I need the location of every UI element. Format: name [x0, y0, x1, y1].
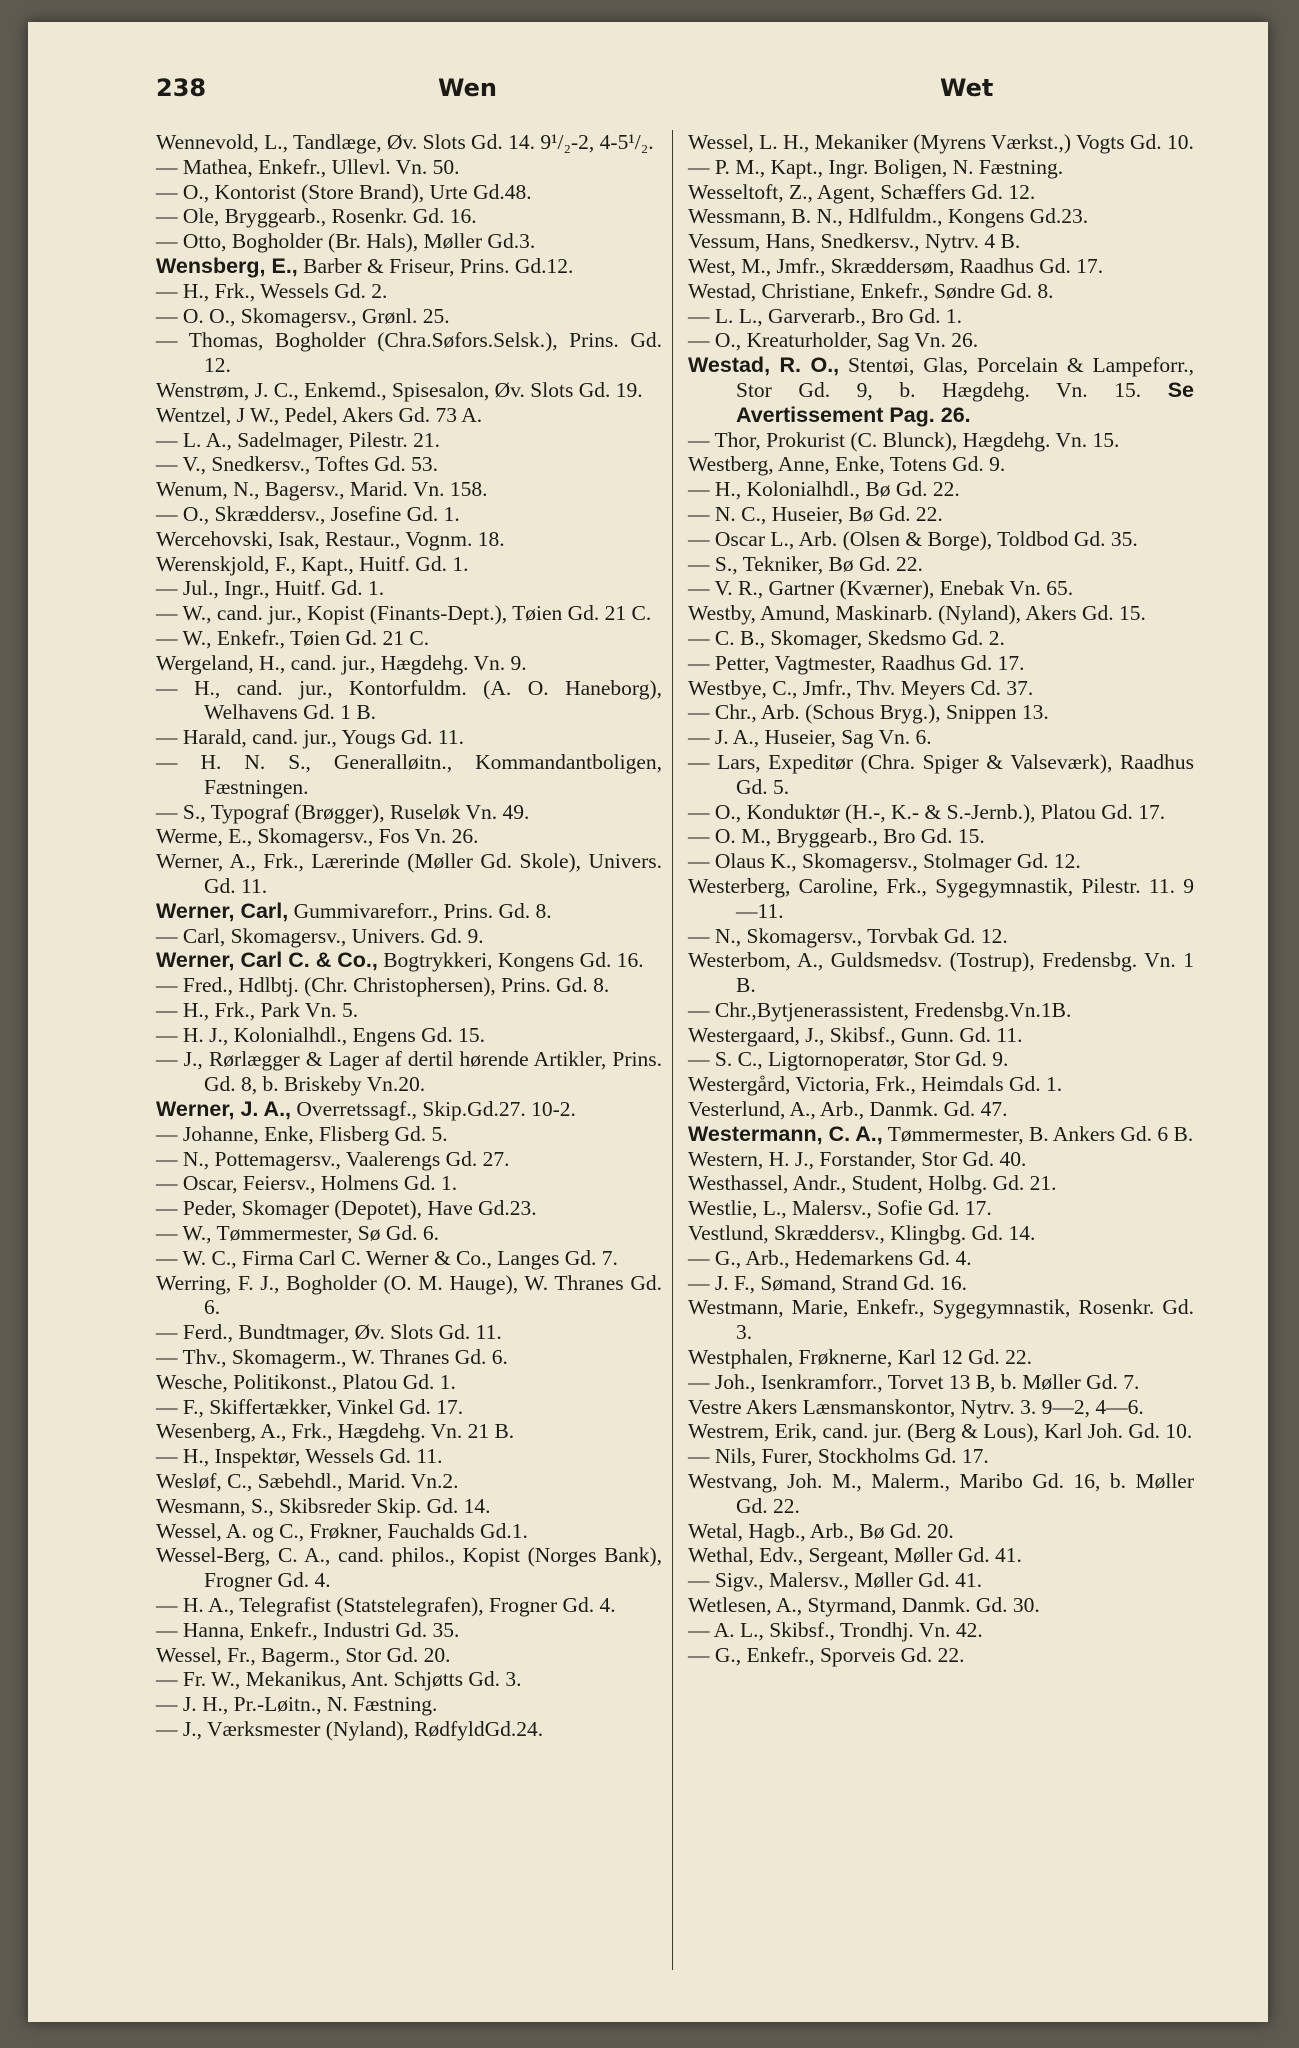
entry-text: Wessel, L. H., Mekaniker (Myrens Værkst.,) Vogts Gd. 10.	[688, 130, 1194, 154]
directory-entry	[156, 1593, 662, 1618]
entry-text: — P. M., Kapt., Ingr. Boligen, N. Fæstning.	[688, 154, 1064, 179]
entry-text: Wethal, Edv., Sergeant, Møller Gd. 41.	[688, 1543, 1022, 1568]
directory-entry	[688, 700, 1194, 725]
entry-text: — H., Frk., Wessels Gd. 2.	[156, 278, 388, 303]
directory-entry	[156, 1667, 662, 1692]
entry-text: — C. B., Skomager, Skedsmo Gd. 2.	[688, 625, 1005, 650]
directory-entry	[688, 527, 1194, 552]
directory-entry	[688, 1618, 1194, 1643]
directory-entry	[688, 1072, 1194, 1097]
directory-page	[28, 22, 1268, 2022]
entry-text: — S., Typograf (Brøgger), Ruseløk Vn. 49.	[156, 799, 530, 824]
entry-text: Westerberg, Caroline, Frk., Sygegymnastik, Pilestr. 11. 9—11.	[688, 873, 1194, 923]
right-column	[688, 130, 1200, 1667]
directory-entry	[688, 1047, 1194, 1072]
directory-entry	[156, 1345, 662, 1370]
directory-entry	[156, 477, 662, 502]
entry-text: — Chr.,Bytjenerassistent, Fredensbg.Vn.1B.	[688, 997, 1072, 1022]
entry-text: Wesløf, C., Sæbehdl., Marid. Vn.2.	[156, 1469, 459, 1494]
directory-entry	[156, 304, 662, 329]
entry-text: — Oscar L., Arb. (Olsen & Borge), Toldbod Gd. 35.	[688, 526, 1138, 551]
entry-text: — W., Tømmermester, Sø Gd. 6.	[156, 1221, 440, 1246]
directory-entry	[156, 130, 662, 155]
directory-entry	[688, 749, 1200, 800]
directory-entry	[688, 180, 1194, 205]
directory-entry	[688, 1246, 1194, 1271]
directory-entry	[156, 254, 662, 279]
directory-entry	[156, 279, 662, 304]
directory-entry	[156, 1122, 662, 1147]
entry-text: — J., Rørlægger & Lager af dertil hørende Artikler, Prins. Gd. 8, b. Briskeby Vn.20.	[156, 1047, 668, 1097]
directory-entry	[156, 1171, 662, 1196]
directory-entry	[688, 130, 1194, 155]
entry-text: — N. C., Huseier, Bø Gd. 22.	[688, 501, 943, 526]
entry-text: Westberg, Anne, Enke, Totens Gd. 9.	[688, 452, 1006, 477]
directory-entry	[688, 1097, 1194, 1122]
entry-text: Western, H. J., Forstander, Stor Gd. 40.	[688, 1146, 1027, 1171]
entry-text: Westlie, L., Malersv., Sofie Gd. 17.	[688, 1196, 992, 1221]
directory-entry	[688, 1469, 1200, 1519]
directory-entry	[156, 824, 662, 849]
directory-entry	[156, 1270, 668, 1321]
entry-text: Vessum, Hans, Snedkersv., Nytrv. 4 B.	[688, 229, 1021, 254]
entry-text: — Nils, Furer, Stockholms Gd. 17.	[688, 1444, 989, 1469]
entry-text: — H., Inspektør, Wessels Gd. 11.	[156, 1444, 443, 1469]
directory-entry	[156, 1047, 668, 1097]
directory-entry	[156, 403, 662, 428]
directory-entry	[688, 626, 1194, 651]
directory-entry	[156, 204, 662, 229]
entry-text: Westby, Amund, Maskinarb. (Nyland), Akers Gd. 15.	[688, 601, 1146, 626]
entry-text: Wesenberg, A., Frk., Hægdehg. Vn. 21 B.	[156, 1419, 515, 1444]
entry-text: — Thor, Prokurist (C. Blunck), Hægdehg. Vn. 15.	[688, 427, 1120, 452]
entry-text: — W., cand. jur., Kopist (Finants-Dept.), Tøien Gd. 21 C.	[156, 601, 652, 626]
entry-text: — H., Kolonialhdl., Bø Gd. 22.	[688, 477, 960, 502]
entry-text: — N., Skomagersv., Torvbak Gd. 12.	[688, 923, 1008, 948]
directory-entry	[156, 651, 662, 676]
page-header	[156, 74, 1228, 114]
entry-text: Wercehovski, Isak, Restaur., Vognm. 18.	[156, 526, 505, 551]
directory-entry	[156, 1370, 662, 1395]
directory-entry	[156, 1643, 662, 1668]
directory-entry	[156, 452, 662, 477]
entry-text: — Fred., Hdlbtj. (Chr. Christophersen), Prins. Gd. 8.	[156, 973, 610, 998]
right-running-head: Wet	[940, 74, 994, 102]
directory-entry	[688, 651, 1194, 676]
directory-entry	[688, 1295, 1200, 1345]
entry-text: Overretssagf., Skip.Gd.27. 10-2.	[291, 1097, 576, 1122]
entry-name-bold: Westad, R. O.,	[688, 353, 840, 378]
entry-text: — O., Kreaturholder, Sag Vn. 26.	[688, 328, 979, 353]
directory-entry	[688, 502, 1194, 527]
entry-text: — Oscar, Feiersv., Holmens Gd. 1.	[156, 1171, 458, 1196]
entry-text: Wetal, Hagb., Arb., Bø Gd. 20.	[688, 1518, 954, 1543]
directory-entry	[156, 1618, 662, 1643]
directory-entry	[688, 1023, 1194, 1048]
directory-entry	[688, 924, 1194, 949]
entry-text: Westvang, Joh. M., Malerm., Maribo Gd. 16, b. Møller Gd. 22.	[688, 1469, 1200, 1518]
entry-name-bold: Wensberg, E.,	[156, 253, 298, 278]
directory-entry	[688, 1171, 1194, 1196]
directory-entry	[688, 1543, 1194, 1568]
directory-entry	[156, 1023, 662, 1048]
directory-entry	[156, 1395, 662, 1420]
entry-text: Stentøi, Glas, Porcelain & Lampeforr., Stor Gd. 9, b. Hægdehg. Vn. 15.	[736, 353, 1200, 402]
entry-text: — Fr. W., Mekanikus, Ant. Schjøtts Gd. 3.	[156, 1667, 522, 1692]
entry-name-bold: Werner, Carl C. & Co.,	[156, 948, 378, 973]
entry-text: — O., Konduktør (H.-, K.- & S.-Jernb.), Platou Gd. 17.	[688, 799, 1166, 824]
entry-text: Westergaard, J., Skibsf., Gunn. Gd. 11.	[688, 1022, 1023, 1047]
entry-text: Vestlund, Skræddersv., Klingbg. Gd. 14.	[688, 1221, 1036, 1246]
directory-entry	[156, 1519, 662, 1544]
directory-entry	[156, 378, 662, 403]
directory-entry	[688, 1122, 1194, 1147]
entry-name-bold: Werner, Carl,	[156, 898, 289, 923]
entry-text: — H. A., Telegrafist (Statstelegrafen), Frogner Gd. 4.	[156, 1593, 616, 1618]
directory-entry	[688, 1196, 1194, 1221]
directory-entry	[688, 254, 1194, 279]
entry-text: — H., cand. jur., Kontorfuldm. (A. O. Haneborg), Welhavens Gd. 1 B.	[156, 675, 667, 725]
entry-name-bold: Westermann, C. A.,	[688, 1121, 883, 1146]
entry-text: — J., Værksmester (Nyland), RødfyldGd.24.	[156, 1717, 544, 1741]
directory-entry	[156, 527, 662, 552]
entry-text: — Hanna, Enkefr., Industri Gd. 35.	[156, 1617, 460, 1642]
entry-text: Westmann, Marie, Enkefr., Sygegymnastik, Rosenkr. Gd. 3.	[688, 1295, 1200, 1345]
entry-text: Wentzel, J W., Pedel, Akers Gd. 73 A.	[156, 402, 483, 427]
entry-text: — Johanne, Enke, Flisberg Gd. 5.	[156, 1121, 448, 1146]
directory-entry	[688, 1643, 1194, 1668]
directory-entry	[156, 725, 662, 750]
directory-entry	[688, 452, 1194, 477]
entry-text: Vestre Akers Lænsmanskontor, Nytrv. 3. 9—2, 4—6.	[688, 1394, 1144, 1419]
directory-entry	[688, 998, 1194, 1023]
directory-entry	[156, 924, 662, 949]
entry-text: — Harald, cand. jur., Yougs Gd. 11.	[156, 725, 464, 750]
directory-entry	[156, 155, 662, 180]
left-running-head: Wen	[438, 74, 497, 102]
directory-entry	[688, 279, 1194, 304]
entry-text: — Lars, Expeditør (Chra. Spiger & Valseværk), Raadhus Gd. 5.	[688, 749, 1200, 799]
column-divider	[672, 130, 673, 1970]
directory-entry	[156, 601, 662, 626]
directory-entry	[688, 849, 1194, 874]
entry-text: Westerbom, A., Guldsmedsv. (Tostrup), Fredensbg. Vn. 1 B.	[688, 948, 1200, 998]
entry-text: — O. O., Skomagersv., Grønl. 25.	[156, 303, 450, 328]
entry-text: — W. C., Firma Carl C. Werner & Co., Langes Gd. 7.	[156, 1245, 618, 1270]
entry-text: — O., Skræddersv., Josefine Gd. 1.	[156, 501, 460, 526]
directory-entry	[688, 428, 1194, 453]
entry-text: — H. N. S., Generalløitn., Kommandantboligen, Fæstningen.	[156, 749, 668, 799]
entry-text: Wessmann, B. N., Hdlfuldm., Kongens Gd.23.	[688, 204, 1089, 229]
directory-entry	[688, 1271, 1194, 1296]
directory-entry	[688, 1345, 1194, 1370]
entry-text: — Otto, Bogholder (Br. Hals), Møller Gd.3.	[156, 229, 536, 254]
entry-text: — Thv., Skomagerm., W. Thranes Gd. 6.	[156, 1345, 508, 1370]
entry-text: — G., Enkefr., Sporveis Gd. 22.	[688, 1642, 965, 1667]
entry-text: Tømmermester, B. Ankers Gd. 6 B.	[882, 1121, 1194, 1146]
entry-text: — N., Pottemagersv., Vaalerengs Gd. 27.	[156, 1146, 510, 1171]
entry-text: — V., Snedkersv., Toftes Gd. 53.	[156, 452, 438, 477]
entry-text: Wessel, Fr., Bagerm., Stor Gd. 20.	[156, 1642, 451, 1667]
directory-entry	[156, 998, 662, 1023]
entry-text: Wessel, A. og C., Frøkner, Fauchalds Gd.1.	[156, 1518, 528, 1543]
entry-text: — F., Skiffertækker, Vinkel Gd. 17.	[156, 1394, 464, 1419]
entry-text: — O. M., Bryggearb., Bro Gd. 15.	[688, 824, 985, 849]
entry-name-bold: Werner, J. A.,	[156, 1097, 292, 1122]
entry-text: — H. J., Kolonialhdl., Engens Gd. 15.	[156, 1022, 486, 1047]
entry-text: Wesche, Politikonst., Platou Gd. 1.	[156, 1369, 456, 1394]
entry-text: Wenum, N., Bagersv., Marid. Vn. 158.	[156, 477, 488, 502]
directory-entry	[156, 749, 668, 800]
entry-text: — Thomas, Bogholder (Chra.Søfors.Selsk.), Prins. Gd. 12.	[156, 328, 668, 378]
directory-entry	[156, 1469, 662, 1494]
entry-text: — J. F., Sømand, Strand Gd. 16.	[688, 1270, 967, 1295]
directory-entry	[156, 502, 662, 527]
directory-entry	[688, 1147, 1194, 1172]
entry-text: — W., Enkefr., Tøien Gd. 21 C.	[156, 625, 430, 650]
directory-entry	[156, 1246, 662, 1271]
directory-entry	[156, 1147, 662, 1172]
entry-text: — J. A., Huseier, Sag Vn. 6.	[688, 725, 932, 750]
directory-entry	[156, 1196, 662, 1221]
directory-entry	[156, 229, 662, 254]
directory-entry	[688, 874, 1194, 924]
directory-entry	[156, 1692, 662, 1717]
directory-entry	[156, 849, 668, 899]
entry-text: — Carl, Skomagersv., Univers. Gd. 9.	[156, 923, 484, 948]
entry-text: — Sigv., Malersv., Møller Gd. 41.	[688, 1568, 983, 1593]
directory-entry	[688, 229, 1194, 254]
directory-entry	[156, 552, 662, 577]
directory-entry	[688, 800, 1194, 825]
entry-text: Barber & Friseur, Prins. Gd.12.	[297, 253, 574, 278]
entry-text: Westrem, Erik, cand. jur. (Berg & Lous), Karl Joh. Gd. 10.	[688, 1419, 1193, 1444]
directory-entry	[688, 304, 1194, 329]
entry-text: Westergård, Victoria, Frk., Heimdals Gd. 1.	[688, 1072, 1063, 1097]
directory-entry	[688, 1444, 1194, 1469]
directory-entry	[156, 675, 667, 726]
entry-text: — V. R., Gartner (Kværner), Enebak Vn. 65.	[688, 576, 1074, 601]
entry-text: — Peder, Skomager (Depotet), Have Gd.23.	[156, 1196, 537, 1221]
entry-text: — A. L., Skibsf., Trondhj. Vn. 42.	[688, 1617, 983, 1642]
directory-entry	[688, 477, 1194, 502]
directory-entry	[688, 1419, 1194, 1444]
entry-text: — O., Kontorist (Store Brand), Urte Gd.48.	[156, 179, 532, 204]
entry-text: — G., Arb., Hedemarkens Gd. 4.	[688, 1245, 972, 1270]
directory-entry	[688, 1395, 1194, 1420]
entry-text: Wergeland, H., cand. jur., Hægdehg. Vn. 9.	[156, 650, 527, 675]
directory-entry	[688, 1568, 1194, 1593]
directory-entry	[156, 1320, 662, 1345]
entry-text: — H., Frk., Park Vn. 5.	[156, 997, 359, 1022]
entry-text: Westphalen, Frøknerne, Karl 12 Gd. 22.	[688, 1345, 1032, 1370]
entry-text: Wennevold, L., Tandlæge, Øv. Slots Gd. 14. 9¹/₂-2, 4-5¹/₂.	[156, 130, 654, 154]
entry-text: Werner, A., Frk., Lærerinde (Møller Gd. Skole), Univers. Gd. 11.	[156, 849, 668, 898]
entry-text: Wenstrøm, J. C., Enkemd., Spisesalon, Øv. Slots Gd. 19.	[156, 377, 643, 402]
left-column	[156, 130, 668, 1742]
directory-entry	[688, 204, 1194, 229]
entry-text: Werenskjold, F., Kapt., Huitf. Gd. 1.	[156, 551, 469, 576]
entry-text: — Jul., Ingr., Huitf. Gd. 1.	[156, 576, 385, 601]
directory-entry	[688, 601, 1194, 626]
entry-text: Westad, Christiane, Enkefr., Søndre Gd. 8.	[688, 278, 1054, 303]
directory-entry	[688, 328, 1194, 353]
entry-text: Westbye, C., Jmfr., Thv. Meyers Cd. 37.	[688, 675, 1034, 700]
directory-entry	[156, 1221, 662, 1246]
page-number: 238	[156, 74, 207, 102]
entry-text: Gummivareforr., Prins. Gd. 8.	[288, 898, 552, 923]
directory-entry	[156, 626, 662, 651]
entry-text: Werme, E., Skomagersv., Fos Vn. 26.	[156, 824, 479, 849]
directory-entry	[688, 948, 1200, 998]
entry-text: Wesmann, S., Skibsreder Skip. Gd. 14.	[156, 1493, 491, 1518]
directory-entry	[688, 1519, 1194, 1544]
directory-entry	[688, 824, 1194, 849]
directory-entry	[156, 973, 662, 998]
directory-entry	[156, 1444, 662, 1469]
entry-text: Wesseltoft, Z., Agent, Schæffers Gd. 12.	[688, 179, 1036, 204]
entry-text: — S., Tekniker, Bø Gd. 22.	[688, 551, 923, 576]
directory-entry	[156, 576, 662, 601]
directory-entry	[156, 1419, 662, 1444]
entry-text: — Mathea, Enkefr., Ullevl. Vn. 50.	[156, 154, 460, 179]
entry-text: Bogtrykkeri, Kongens Gd. 16.	[377, 948, 644, 973]
entry-text: Wessel-Berg, C. A., cand. philos., Kopist (Norges Bank), Frogner Gd. 4.	[156, 1543, 668, 1593]
directory-entry	[156, 328, 668, 378]
entry-text: — S. C., Ligtornoperatør, Stor Gd. 9.	[688, 1047, 1009, 1072]
directory-entry	[156, 1543, 668, 1593]
directory-entry	[688, 676, 1194, 701]
entry-text: Vesterlund, A., Arb., Danmk. Gd. 47.	[688, 1097, 1008, 1122]
entry-advert-note: Se Avertissement Pag. 26.	[736, 377, 1200, 427]
entry-text: Wetlesen, A., Styrmand, Danmk. Gd. 30.	[688, 1593, 1040, 1618]
directory-entry	[688, 353, 1200, 427]
entry-text: West, M., Jmfr., Skræddersøm, Raadhus Gd. 17.	[688, 253, 1104, 278]
directory-entry	[156, 1097, 662, 1122]
directory-entry	[156, 428, 662, 453]
directory-entry	[688, 1370, 1194, 1395]
entry-text: — Joh., Isenkramforr., Torvet 13 B, b. Møller Gd. 7.	[688, 1369, 1140, 1394]
directory-entry	[688, 155, 1194, 180]
directory-entry	[156, 800, 662, 825]
entry-text: — Ole, Bryggearb., Rosenkr. Gd. 16.	[156, 204, 477, 229]
directory-entry	[156, 948, 662, 973]
directory-entry	[156, 899, 662, 924]
entry-text: — J. H., Pr.-Løitn., N. Fæstning.	[156, 1692, 438, 1717]
entry-text: — Olaus K., Skomagersv., Stolmager Gd. 12.	[688, 849, 1081, 874]
entry-text: Westhassel, Andr., Student, Holbg. Gd. 21.	[688, 1171, 1057, 1196]
entry-text: — L. A., Sadelmager, Pilestr. 21.	[156, 427, 440, 452]
entry-text: — Ferd., Bundtmager, Øv. Slots Gd. 11.	[156, 1320, 502, 1345]
directory-entry	[156, 1494, 662, 1519]
entry-text: — L. L., Garverarb., Bro Gd. 1.	[688, 303, 963, 328]
directory-entry	[688, 1221, 1194, 1246]
entry-text: — Chr., Arb. (Schous Bryg.), Snippen 13.	[688, 700, 1049, 725]
directory-entry	[688, 552, 1194, 577]
directory-entry	[688, 576, 1194, 601]
directory-entry	[688, 1593, 1194, 1618]
entry-text: — Petter, Vagtmester, Raadhus Gd. 17.	[688, 650, 1025, 675]
entry-text: Werring, F. J., Bogholder (O. M. Hauge), W. Thranes Gd. 6.	[156, 1270, 668, 1320]
directory-entry	[156, 1717, 662, 1742]
directory-entry	[156, 180, 662, 205]
directory-entry	[688, 725, 1194, 750]
